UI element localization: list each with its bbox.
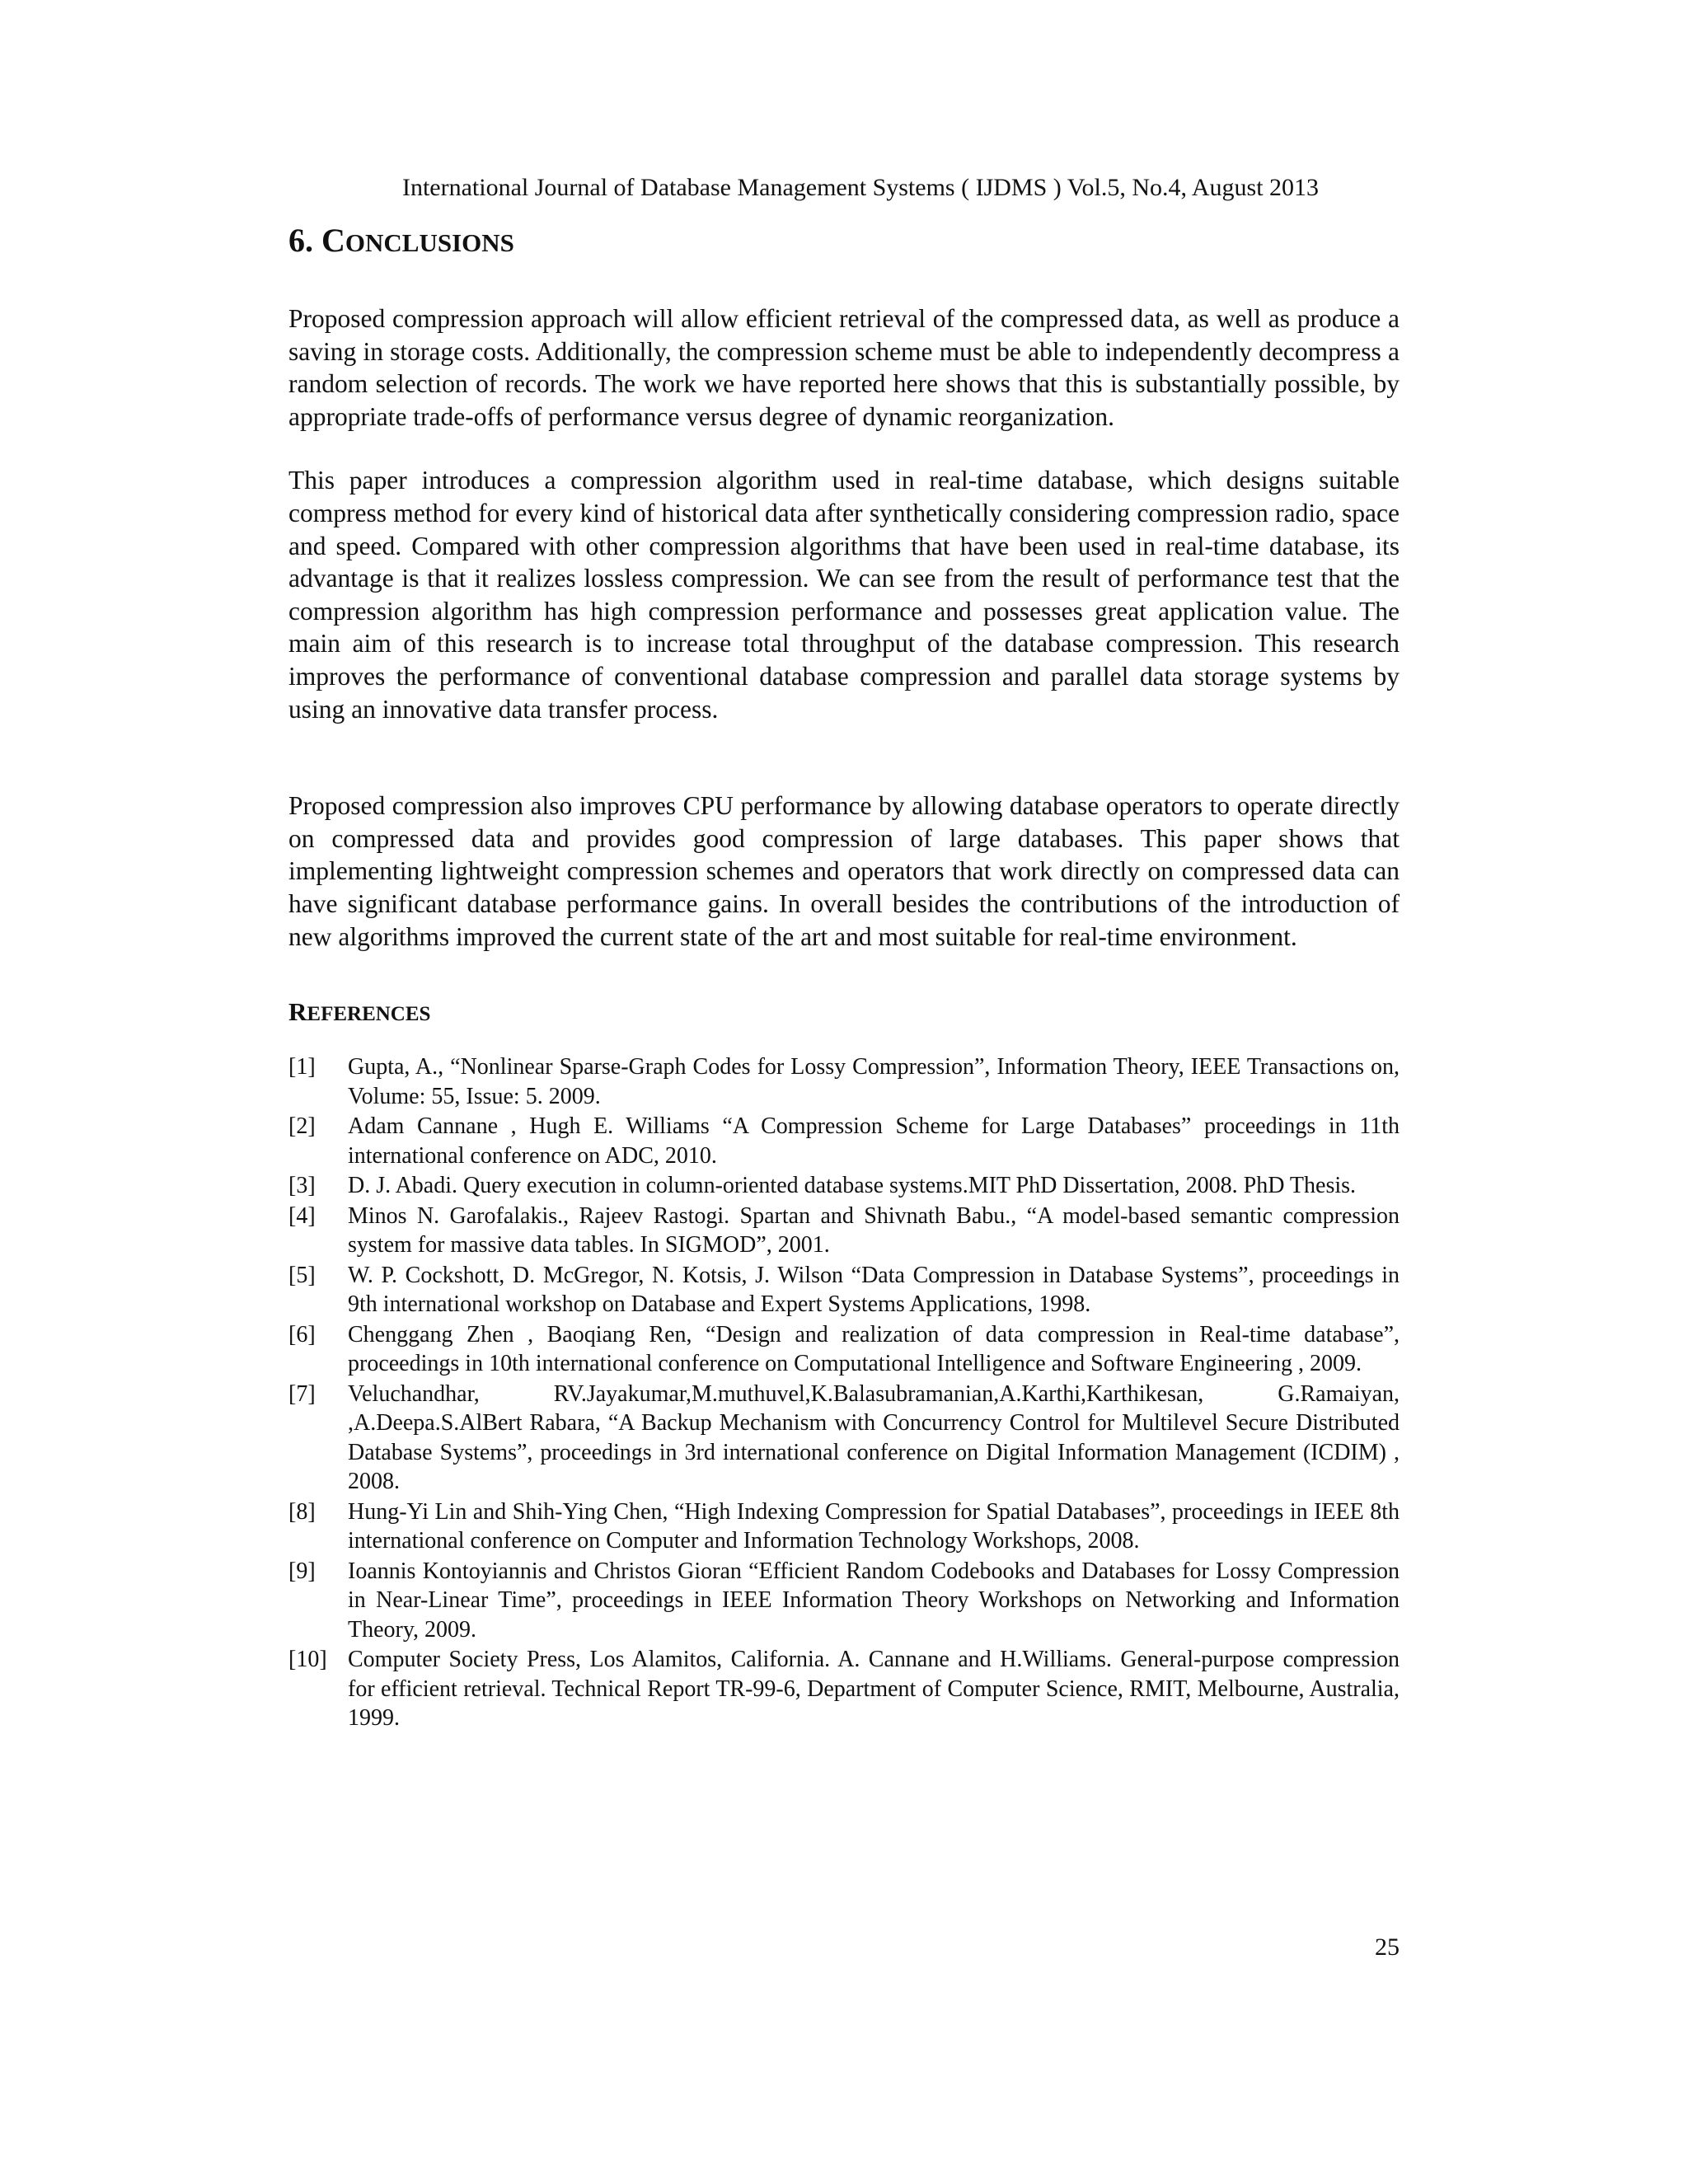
- reference-text: W. P. Cockshott, D. McGregor, N. Kotsis, J. Wilson “Data Compression in Database Systems”, proceedings in 9th international workshop on Database and Expert Systems Applications, 1998.: [348, 1262, 1400, 1318]
- conclusions-heading-number: 6. C: [288, 222, 345, 259]
- reference-text: Chenggang Zhen , Baoqiang Ren, “Design and realization of data compression in Real-time database”, proceedings in 10th international conference on Computational Intelligence and Software Engineering , 2009.: [348, 1321, 1400, 1377]
- reference-text: Minos N. Garofalakis., Rajeev Rastogi. Spartan and Shivnath Babu., “A model-based semantic compression system for massive data tables. In SIGMOD”, 2001.: [348, 1202, 1400, 1258]
- reference-text: D. J. Abadi. Query execution in column-oriented database systems.MIT PhD Dissertation, 2008. PhD Thesis.: [348, 1173, 1357, 1199]
- conclusions-paragraph-1: Proposed compression approach will allow efficient retrieval of the compressed data, as well as produce a saving in storage costs. Additionally, the compression scheme must be able to independently decompress a random selection of records. The work we have reported here shows that this is substantially possible, by appropriate trade-offs of performance versus degree of dynamic reorganization.: [288, 304, 1400, 431]
- reference-item: [288, 1171, 1400, 1201]
- reference-text: Adam Cannane , Hugh E. Williams “A Compression Scheme for Large Databases” proceedings in 11th international conference on ADC, 2010.: [348, 1113, 1400, 1169]
- reference-text: Ioannis Kontoyiannis and Christos Gioran “Efficient Random Codebooks and Databases for Lossy Compression in Near-Linear Time”, proceedings in IEEE Information Theory Workshops on Networking and Information Theory, 2009.: [348, 1558, 1400, 1643]
- reference-item: [288, 1645, 1400, 1733]
- reference-number: [6]: [288, 1321, 316, 1347]
- reference-number: [3]: [288, 1173, 316, 1199]
- reference-number: [4]: [288, 1202, 316, 1229]
- reference-item: [288, 1380, 1400, 1497]
- reference-number: [1]: [288, 1054, 316, 1080]
- reference-list: [288, 1052, 1400, 1733]
- page-content: [288, 221, 1400, 1734]
- reference-text: Computer Society Press, Los Alamitos, California. A. Cannane and H.Williams. General-purpose compression for efficient retrieval. Technical Report TR-99-6, Department of Computer Science, RMIT, Melbourne, Australia, 1999.: [348, 1647, 1400, 1732]
- reference-text: Hung-Yi Lin and Shih-Ying Chen, “High Indexing Compression for Spatial Databases”, proceedings in IEEE 8th international conference on Computer and Information Technology Workshops, 2008.: [348, 1498, 1400, 1554]
- reference-number: [9]: [288, 1558, 316, 1584]
- reference-number: [5]: [288, 1262, 316, 1288]
- conclusions-heading-rest: ONCLUSIONS: [345, 228, 514, 257]
- reference-text: Veluchandhar, RV.Jayakumar,M.muthuvel,K.Balasubramanian,A.Karthi,Karthikesan, G.Ramaiyan, ,A.Deepa.S.AlBert Rabara, “A Backup Mechanism with Concurrency Control for Multilevel Secure Distributed Database Systems”, proceedings in 3rd international conference on Digital Information Management (ICDIM) , 2008.: [348, 1380, 1400, 1495]
- reference-item: [288, 1112, 1400, 1170]
- running-header: International Journal of Database Management Systems ( IJDMS ) Vol.5, No.4, August 2013: [401, 174, 1320, 201]
- reference-number: [8]: [288, 1498, 316, 1525]
- reference-item: [288, 1497, 1400, 1556]
- reference-item: [288, 1202, 1400, 1260]
- references-heading-first: R: [288, 997, 307, 1027]
- conclusions-paragraph-2: This paper introduces a compression algorithm used in real-time database, which designs suitable compress method for every kind of historical data after synthetically considering compression radio, space and speed. Compared with other compression algorithms that have been used in real-time database, its advantage is that it realizes lossless compression. We can see from the result of performance test that the compression algorithm has high compression performance and possesses great application value. The main aim of this research is to increase total throughput of the database compression. This research improves the performance of conventional database compression and parallel data storage systems by using an innovative data transfer process.: [288, 466, 1400, 724]
- reference-item: [288, 1052, 1400, 1111]
- references-heading-rest: EFERENCES: [307, 1003, 431, 1026]
- reference-item: [288, 1261, 1400, 1319]
- reference-number: [7]: [288, 1380, 316, 1407]
- reference-text: Gupta, A., “Nonlinear Sparse-Graph Codes for Lossy Compression”, Information Theory, IEEE Transactions on, Volume: 55, Issue: 5. 2009.: [348, 1054, 1400, 1109]
- conclusions-heading: [288, 221, 1400, 263]
- reference-item: [288, 1320, 1400, 1379]
- reference-number: [2]: [288, 1113, 316, 1140]
- reference-item: [288, 1557, 1400, 1645]
- references-heading: [288, 996, 1400, 1031]
- conclusions-paragraph-3: Proposed compression also improves CPU performance by allowing database operators to operate directly on compressed data and provides good compression of large databases. This paper shows that implementing lightweight compression schemes and operators that work directly on compressed data can have significant database performance gains. In overall besides the contributions of the introduction of new algorithms improved the current state of the art and most suitable for real-time environment.: [288, 791, 1400, 951]
- page-number: 25: [1375, 1933, 1400, 1961]
- reference-number: [10]: [288, 1647, 327, 1673]
